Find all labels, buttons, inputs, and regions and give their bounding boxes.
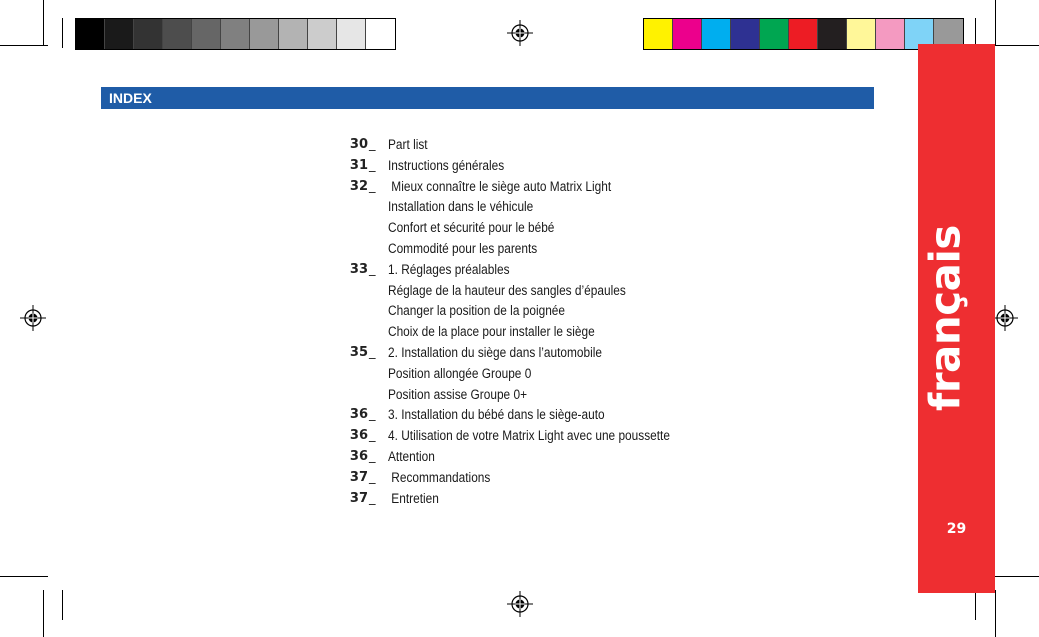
crop-mark [975, 590, 976, 620]
toc-label: 1. Réglages préalables [388, 262, 510, 277]
toc-page-number: 35 _ [342, 342, 368, 363]
crop-mark [0, 576, 48, 577]
toc-page-number: 32 _ [342, 176, 368, 197]
index-header [101, 87, 874, 109]
toc-page-number: 36 _ [342, 404, 368, 425]
color-swatch [250, 19, 279, 49]
toc-label: Recommandations [388, 470, 491, 485]
crop-mark [0, 45, 48, 46]
color-swatch [221, 19, 250, 49]
color-swatch [818, 19, 847, 49]
color-swatch [876, 19, 905, 49]
toc-label: Mieux connaître le siège auto Matrix Light [388, 179, 612, 194]
toc-label: Attention [388, 449, 435, 464]
color-swatch [644, 19, 673, 49]
color-swatch [789, 19, 818, 49]
toc-label: Réglage de la hauteur des sangles d’épaules [388, 283, 626, 298]
toc-page-number: 36 _ [342, 446, 368, 467]
toc-label: Choix de la place pour installer le siège [388, 324, 595, 339]
grayscale-bar [75, 18, 396, 50]
toc-label: Instructions générales [388, 158, 505, 173]
toc-label: Entretien [388, 491, 439, 506]
color-swatch [76, 19, 105, 49]
color-swatch [366, 19, 395, 49]
index-title: INDEX [109, 90, 152, 106]
language-label: français [920, 225, 970, 411]
toc-page-number: 31 _ [342, 155, 368, 176]
color-swatch [760, 19, 789, 49]
toc-page-number: 36 _ [342, 425, 368, 446]
color-swatch [847, 19, 876, 49]
color-swatch [279, 19, 308, 49]
toc-page-number: 37 _ [342, 467, 368, 488]
toc-label: Position assise Groupe 0+ [388, 387, 528, 402]
registration-mark-icon [507, 20, 533, 46]
crop-mark [995, 590, 996, 637]
registration-mark-icon [20, 305, 46, 331]
crop-mark [43, 0, 44, 46]
crop-mark [62, 18, 63, 48]
toc-page-number: 30 _ [342, 134, 368, 155]
color-swatch [192, 19, 221, 49]
color-swatch [702, 19, 731, 49]
toc-page-number: 37 _ [342, 488, 368, 509]
toc-label: Confort et sécurité pour le bébé [388, 220, 555, 235]
color-swatch [673, 19, 702, 49]
crop-mark [995, 0, 996, 46]
toc-label: 2. Installation du siège dans l’automobile [388, 345, 602, 360]
toc-label: Part list [388, 137, 428, 152]
toc-label: Installation dans le véhicule [388, 199, 534, 214]
crop-mark [992, 45, 1039, 46]
color-swatch [163, 19, 192, 49]
toc-label: Changer la position de la poignée [388, 303, 566, 318]
crop-mark [992, 576, 1039, 577]
color-swatch [731, 19, 760, 49]
color-swatch [308, 19, 337, 49]
toc-page-number: 33 _ [342, 259, 368, 280]
crop-mark [43, 590, 44, 637]
crop-mark [62, 590, 63, 620]
toc-label: Commodité pour les parents [388, 241, 538, 256]
page-number: 29 [946, 521, 967, 537]
color-swatch [337, 19, 366, 49]
toc-label: 3. Installation du bébé dans le siège-auto [388, 407, 605, 422]
color-swatch [105, 19, 134, 49]
color-swatch [134, 19, 163, 49]
color-bar [643, 18, 964, 50]
toc-label: 4. Utilisation de votre Matrix Light avec une poussette [388, 428, 670, 443]
toc-label: Position allongée Groupe 0 [388, 366, 532, 381]
registration-mark-icon [507, 591, 533, 617]
registration-mark-icon [992, 305, 1018, 331]
